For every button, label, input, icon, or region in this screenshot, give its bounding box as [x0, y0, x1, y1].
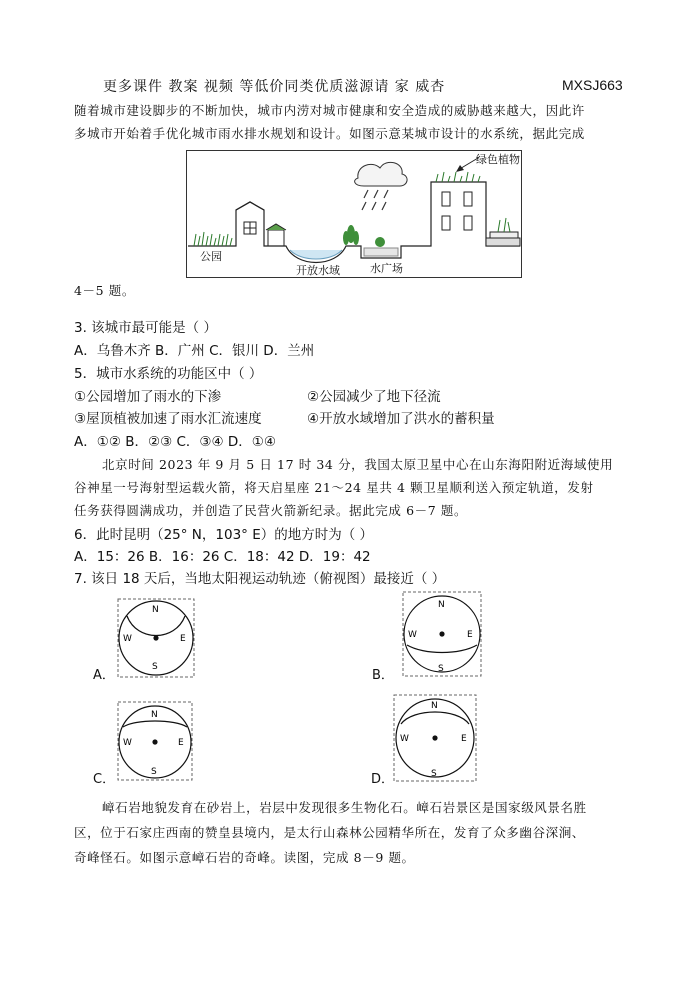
dir-w: W — [408, 630, 417, 640]
q7-option-d-diagram — [393, 694, 477, 782]
dir-e: E — [461, 734, 467, 744]
dir-e: E — [178, 738, 184, 748]
q7-option-c-diagram — [117, 701, 193, 781]
q7-option-b-diagram — [402, 591, 482, 677]
q6-options: A．15：26 B．16：26 C．18：42 D．19：42 — [74, 549, 371, 565]
intro-line-1: 随着城市建设脚步的不断加快，城市内涝对城市健康和安全造成的威胁越来越大，因此许 — [74, 103, 585, 118]
q5-opt2: ②公园减少了地下径流 — [307, 389, 441, 405]
passage2-line-3: 任务获得圆满成功，并创造了民营火箭新纪录。据此完成 6－7 题。 — [74, 503, 468, 518]
dir-e: E — [467, 630, 473, 640]
dir-n: N — [152, 605, 159, 615]
q6-stem: 6．此时昆明（25° N，103° E）的地方时为（ ） — [74, 527, 374, 543]
label-open-water: 开放水域 — [296, 264, 340, 277]
passage2-line-1: 北京时间 2023 年 9 月 5 日 17 时 34 分，我国太原卫星中心在山东海阳附近海域使用 — [102, 457, 614, 472]
dir-e: E — [180, 634, 186, 644]
dir-s: S — [431, 769, 437, 779]
city-water-system-figure — [186, 150, 522, 278]
q3-options: A．乌鲁木齐 B．广州 C．银川 D．兰州 — [74, 343, 315, 359]
header-title: 更多课件 教案 视频 等低价同类优质滋源请 家 威杏 — [103, 79, 446, 95]
dir-n: N — [438, 600, 445, 610]
q7-option-d-label: D． — [371, 772, 395, 787]
passage3-line-2: 区，位于石家庄西南的赞皇县境内，是太行山森林公园精华所在，发育了众多幽谷深涧、 — [74, 825, 585, 840]
q7-stem: 7. 该日 18 天后，当地太阳视运动轨迹（俯视图）最接近（ ） — [74, 571, 446, 587]
q5-opt4: ④开放水域增加了洪水的蓄积量 — [307, 411, 495, 427]
dir-w: W — [123, 738, 132, 748]
q7-option-b-label: B． — [372, 668, 394, 683]
passage3-line-1: 嶂石岩地貌发育在砂岩上，岩层中发现很多生物化石。嶂石岩景区是国家级风景名胜 — [102, 800, 587, 815]
q7-option-a-label: A． — [93, 668, 115, 683]
dir-s: S — [152, 662, 158, 672]
q5-stem: 5．城市水系统的功能区中（ ） — [74, 366, 263, 382]
dir-w: W — [400, 734, 409, 744]
label-park: 公园 — [200, 250, 222, 263]
dir-s: S — [438, 664, 444, 674]
label-green-plants: 绿色植物 — [476, 153, 520, 166]
label-water-plaza: 水广场 — [370, 262, 403, 275]
dir-n: N — [151, 710, 158, 720]
q3-stem: 3. 该城市最可能是（ ） — [74, 320, 217, 336]
q5-opt3: ③屋顶植被加速了雨水汇流速度 — [74, 411, 262, 427]
passage3-line-3: 奇峰怪石。如图示意嶂石岩的奇峰。读图，完成 8－9 题。 — [74, 850, 415, 865]
q7-option-c-label: C． — [93, 772, 116, 787]
dir-n: N — [431, 701, 438, 711]
passage2-line-2: 谷神星一号海射型运载火箭，将天启星座 21～24 星共 4 颗卫星顺利送入预定轨道，发射 — [74, 480, 594, 495]
q7-option-a-diagram — [117, 598, 195, 678]
intro-line-2: 多城市开始着手优化城市雨水排水规划和设计。如图示意某城市设计的水系统，据此完成 — [74, 126, 585, 141]
header-code: MXSJ663 — [562, 77, 623, 93]
intro-line-3: 4－5 题。 — [74, 283, 135, 298]
q5-answers: A．①② B．②③ C．③④ D．①④ — [74, 434, 277, 450]
q5-opt1: ①公园增加了雨水的下渗 — [74, 389, 222, 405]
dir-s: S — [151, 767, 157, 777]
dir-w: W — [123, 634, 132, 644]
